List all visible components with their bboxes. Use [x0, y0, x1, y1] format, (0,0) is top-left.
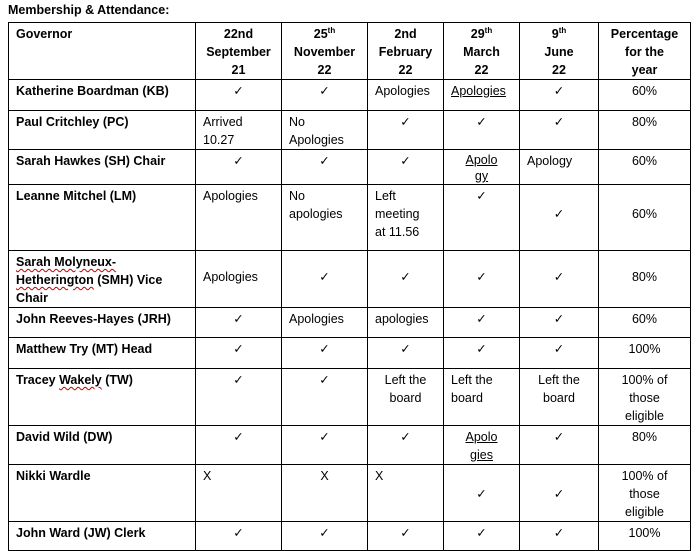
- meeting-header-jun22: 9th June 22: [520, 23, 599, 80]
- governor-name: Paul Critchley (PC): [9, 111, 196, 150]
- attendance-cell: ✓: [282, 369, 368, 426]
- attendance-cell: ✓: [196, 308, 282, 338]
- attendance-cell: Arrived 10.27: [196, 111, 282, 150]
- attendance-cell: Apolo gy: [444, 150, 520, 185]
- percentage-cell: 80%: [599, 111, 691, 150]
- governor-name-part: Hetherington: [16, 273, 94, 287]
- meeting-header-mar22: 29th March 22: [444, 23, 520, 80]
- percentage-cell: 100%: [599, 338, 691, 369]
- governor-name: Matthew Try (MT) Head: [9, 338, 196, 369]
- governor-name: Sarah Molyneux- Hetherington (SMH) Vice Chair: [9, 251, 196, 308]
- attendance-cell: Left meeting at 11.56: [368, 185, 444, 251]
- attendance-cell: Apolo gies: [444, 426, 520, 465]
- percentage-cell: 60%: [599, 150, 691, 185]
- governor-name: Sarah Hawkes (SH) Chair: [9, 150, 196, 185]
- attendance-cell: ✓: [520, 522, 599, 551]
- attendance-cell: ✓: [520, 338, 599, 369]
- percentage-cell: 100%: [599, 522, 691, 551]
- attendance-cell: apologies: [368, 308, 444, 338]
- attendance-cell: ✓: [520, 251, 599, 308]
- meeting-header-nov22: 25th November 22: [282, 23, 368, 80]
- governor-name: Katherine Boardman (KB): [9, 80, 196, 111]
- attendance-cell: ✓: [282, 426, 368, 465]
- page-title: Membership & Attendance:: [8, 3, 170, 17]
- attendance-cell: ✓: [282, 522, 368, 551]
- attendance-cell: Left the board: [368, 369, 444, 426]
- percentage-cell: 100% of those eligible: [599, 369, 691, 426]
- governor-name-part: Sarah Molyneux-: [16, 255, 117, 269]
- table-row: [9, 251, 691, 308]
- table-row: [9, 111, 691, 150]
- governor-name: Leanne Mitchel (LM): [9, 185, 196, 251]
- table-row: [9, 150, 691, 185]
- header-row: [9, 23, 691, 80]
- attendance-cell: X: [282, 465, 368, 522]
- attendance-cell: ✓: [196, 369, 282, 426]
- percentage-cell: 60%: [599, 80, 691, 111]
- attendance-cell: ✓: [282, 251, 368, 308]
- attendance-cell: ✓: [196, 80, 282, 111]
- table-row: [9, 80, 691, 111]
- attendance-cell: ✓: [196, 150, 282, 185]
- attendance-cell: Apologies: [282, 308, 368, 338]
- attendance-cell: ✓: [196, 426, 282, 465]
- attendance-cell: ✓: [520, 185, 599, 251]
- table-row: [9, 369, 691, 426]
- attendance-cell: ✓: [368, 522, 444, 551]
- attendance-cell: Apologies: [368, 80, 444, 111]
- attendance-cell: ✓: [368, 251, 444, 308]
- attendance-cell: ✓: [520, 426, 599, 465]
- meeting-header-feb22: 2nd February 22: [368, 23, 444, 80]
- attendance-cell: ✓: [520, 80, 599, 111]
- attendance-cell: ✓: [520, 308, 599, 338]
- attendance-cell: Apologies: [196, 185, 282, 251]
- attendance-cell: ✓: [368, 150, 444, 185]
- attendance-cell: X: [196, 465, 282, 522]
- table-row: [9, 338, 691, 369]
- percentage-cell: 80%: [599, 251, 691, 308]
- attendance-cell: Apologies: [196, 251, 282, 308]
- attendance-cell: ✓: [444, 465, 520, 522]
- attendance-cell: ✓: [520, 111, 599, 150]
- governor-column-header: Governor: [9, 23, 196, 80]
- attendance-cell: ✓: [282, 80, 368, 111]
- governor-name-part: Wakely: [59, 373, 102, 387]
- attendance-cell: ✓: [368, 338, 444, 369]
- governor-name: Nikki Wardle: [9, 465, 196, 522]
- attendance-cell: ✓: [444, 338, 520, 369]
- attendance-cell: ✓: [444, 308, 520, 338]
- governor-name: David Wild (DW): [9, 426, 196, 465]
- table-row: [9, 522, 691, 551]
- percentage-cell: 80%: [599, 426, 691, 465]
- attendance-cell: ✓: [444, 522, 520, 551]
- percentage-cell: 60%: [599, 185, 691, 251]
- attendance-cell: ✓: [444, 185, 520, 251]
- attendance-cell: ✓: [520, 465, 599, 522]
- percentage-cell: 100% of those eligible: [599, 465, 691, 522]
- meeting-header-sep21: 22nd September 21: [196, 23, 282, 80]
- table-row: [9, 465, 691, 522]
- attendance-cell: ✓: [196, 338, 282, 369]
- table-row: [9, 426, 691, 465]
- attendance-cell: Apology: [520, 150, 599, 185]
- governor-name: Tracey Wakely (TW): [9, 369, 196, 426]
- attendance-cell: Apologies: [444, 80, 520, 111]
- attendance-cell: Left the board: [444, 369, 520, 426]
- attendance-cell: No Apologies: [282, 111, 368, 150]
- table-row: [9, 308, 691, 338]
- attendance-cell: ✓: [196, 522, 282, 551]
- table-row: [9, 185, 691, 251]
- attendance-cell: X: [368, 465, 444, 522]
- attendance-cell: ✓: [282, 338, 368, 369]
- attendance-cell: ✓: [444, 251, 520, 308]
- attendance-cell: ✓: [282, 150, 368, 185]
- attendance-cell: ✓: [368, 111, 444, 150]
- percentage-cell: 60%: [599, 308, 691, 338]
- attendance-cell: ✓: [368, 426, 444, 465]
- attendance-cell: No apologies: [282, 185, 368, 251]
- percentage-column-header: Percentage for the year: [599, 23, 691, 80]
- attendance-cell: Left the board: [520, 369, 599, 426]
- attendance-table: [8, 22, 691, 551]
- governor-name: John Reeves-Hayes (JRH): [9, 308, 196, 338]
- governor-name: John Ward (JW) Clerk: [9, 522, 196, 551]
- attendance-cell: ✓: [444, 111, 520, 150]
